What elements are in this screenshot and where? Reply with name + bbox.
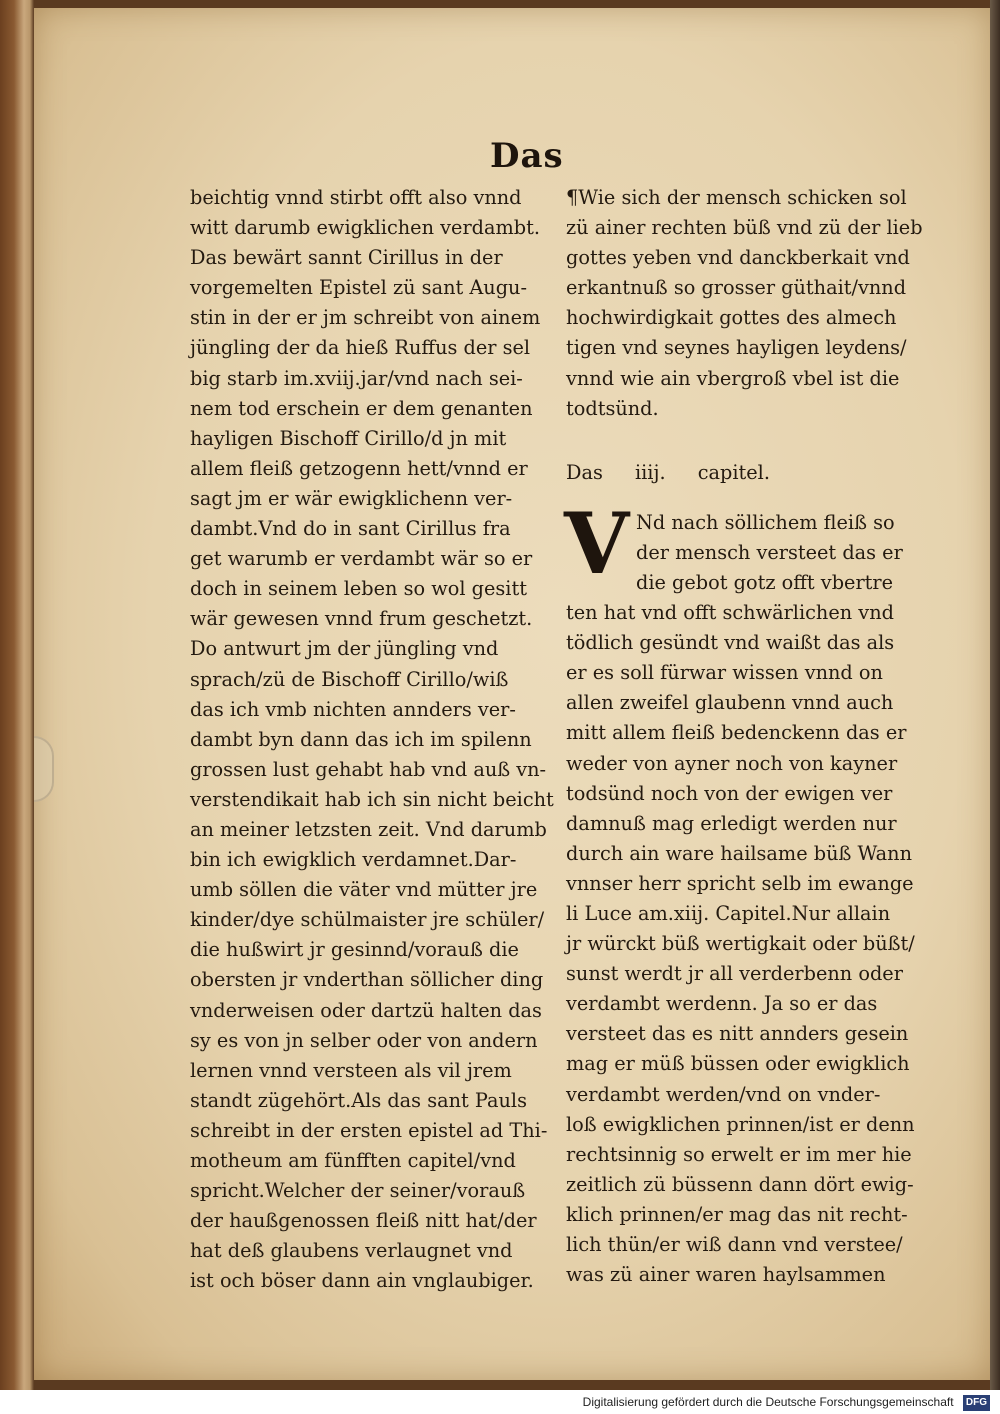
text-line: die hußwirt jr gesinnd/vorauß die	[190, 938, 519, 962]
rubric-line: ¶Wie sich der mensch schicken sol	[566, 186, 907, 209]
text-line: get warumb er verdambt wär so er	[190, 547, 533, 571]
text-line: ten hat vnd offt schwärlichen vnd	[566, 601, 894, 625]
text-line: li Luce am.xiij. Capitel.Nur allain	[566, 901, 891, 925]
rubric-line: vnnd wie ain vbergroß vbel ist die	[566, 366, 900, 390]
text-line: rechtsinnig so erwelt er im mer hie	[566, 1142, 912, 1166]
text-line: mag er müß büssen oder ewigklich	[566, 1052, 910, 1076]
decorated-initial: V	[564, 493, 630, 593]
rubric-line: hochwirdigkait gottes des almech	[566, 306, 897, 330]
text-line: dambt.Vnd do in sant Cirillus fra	[190, 517, 511, 541]
text-line: weder von ayner noch von kayner	[566, 751, 898, 775]
text-line: was zü ainer waren haylsammen	[566, 1263, 886, 1287]
text-line: verstendikait hab ich sin nicht beicht	[190, 787, 554, 811]
scan-right-edge	[990, 0, 1000, 1390]
rubric-line: tigen vnd seynes hayligen leydens/	[566, 336, 907, 360]
text-line: tödlich gesündt vnd waißt das als	[566, 631, 895, 655]
text-line: zeitlich zü büssenn dann dört ewig-	[566, 1172, 914, 1196]
chapter-heading: Das iiij. capitel.	[566, 460, 770, 484]
rubric-block	[566, 183, 923, 424]
footer-bar	[0, 1390, 1000, 1414]
rubric-line: gottes yeben vnd danckberkait vnd	[566, 246, 910, 270]
text-line: todsünd noch von der ewigen ver	[566, 781, 893, 805]
text-line: das ich vmb nichten annders ver-	[190, 697, 516, 721]
text-line: ist och böser dann ain vnglaubiger.	[190, 1269, 534, 1293]
left-text-column	[190, 183, 554, 1296]
text-line: allem fleiß getzogenn hett/vnnd er	[190, 456, 528, 480]
text-line: damnuß mag erledigt werden nur	[566, 811, 897, 835]
text-line: motheum am fünfften capitel/vnd	[190, 1149, 516, 1172]
text-line: umb söllen die väter vnd mütter jre	[190, 878, 538, 902]
text-line: er es soll fürwar wissen vnnd on	[566, 661, 883, 685]
text-line: lernen vnnd versteen als vil jrem	[190, 1058, 512, 1082]
text-line: kinder/dye schülmaister jre schüler/	[190, 908, 545, 932]
text-line: durch ain ware hailsame büß Wann	[566, 841, 912, 865]
text-line: klich prinnen/er mag das nit recht-	[566, 1202, 908, 1226]
text-line: verdambt werden/vnd on vnder-	[566, 1082, 881, 1106]
text-line: witt darumb ewigklichen verdambt.	[190, 216, 540, 240]
text-line: bin ich ewigklich verdamnet.Dar-	[190, 848, 517, 872]
text-line: hat deß glaubens verlaugnet vnd	[190, 1239, 513, 1263]
text-line: versteet das es nitt annders gesein	[566, 1022, 909, 1046]
text-line: Das bewärt sannt Cirillus in der	[190, 246, 503, 270]
indented-line: Nd nach söllichem fleiß so	[636, 510, 895, 534]
text-line: loß ewigklichen prinnen/ist er denn	[566, 1112, 915, 1136]
text-line: jr würckt büß wertigkait oder büßt/	[566, 932, 915, 956]
text-line: jüngling der da hieß Ruffus der sel	[190, 336, 531, 360]
page-header: Das	[490, 136, 564, 176]
text-line: dambt byn dann das ich im spilenn	[190, 727, 532, 751]
indented-line: die gebot gotz offt vbertre	[636, 570, 894, 594]
text-line: verdambt werdenn. Ja so er das	[566, 992, 878, 1016]
text-line: sy es von jn selber oder von andern	[190, 1028, 538, 1052]
right-text-column	[564, 183, 923, 1290]
text-line: beichtig vnnd stirbt offt also vnnd	[190, 186, 522, 209]
indented-line: der mensch versteet das er	[636, 540, 903, 564]
text-line: sagt jm er wär ewigklichenn ver-	[190, 486, 513, 510]
text-line: der haußgenossen fleiß nitt hat/der	[190, 1209, 537, 1233]
rubric-line: erkantnuß so grosser güthait/vnnd	[566, 276, 907, 300]
text-line: schreibt in der ersten epistel ad Thi-	[190, 1118, 548, 1142]
text-line: an meiner letzsten zeit. Vnd darumb	[190, 817, 547, 841]
initial-block	[564, 493, 916, 598]
body-lines	[566, 598, 916, 1290]
rubric-line: zü ainer rechten büß vnd zü der lieb	[566, 216, 923, 240]
text-line: spricht.Welcher der seiner/vorauß	[190, 1179, 526, 1203]
text-line: wär gewesen vnnd frum geschetzt.	[190, 607, 533, 631]
text-line: obersten jr vnderthan söllicher ding	[190, 968, 544, 992]
text-line: lich thün/er wiß dann vnd verstee/	[566, 1233, 903, 1256]
footer-text: Digitalisierung gefördert durch die Deutsche Forschungsgemeinschaft	[582, 1395, 954, 1409]
page-clip	[34, 736, 54, 802]
rubric-line: todtsünd.	[566, 396, 659, 420]
text-line: sunst werdt jr all verderbenn oder	[566, 962, 903, 986]
text-line: big starb im.xviij.jar/vnd nach sei-	[190, 366, 523, 390]
text-line: stin in der er jm schreibt von ainem	[190, 306, 541, 330]
dfg-logo: DFG	[963, 1395, 990, 1411]
text-line: vorgemelten Epistel zü sant Augu-	[190, 276, 527, 300]
text-line: vnnser herr spricht selb im ewange	[566, 871, 914, 895]
text-line: standt zügehört.Als das sant Pauls	[190, 1088, 527, 1112]
text-line: sprach/zü de Bischoff Cirillo/wiß	[190, 667, 509, 691]
text-line: Do antwurt jm der jüngling vnd	[190, 637, 499, 661]
text-line: grossen lust gehabt hab vnd auß vn-	[190, 757, 547, 781]
text-line: nem tod erschein er dem genanten	[190, 396, 533, 420]
text-line: doch in seinem leben so wol gesitt	[190, 577, 527, 601]
text-line: vnderweisen oder dartzü halten das	[190, 998, 542, 1022]
text-line: mitt allem fleiß bedenckenn das er	[566, 721, 907, 745]
text-line: hayligen Bischoff Cirillo/d jn mit	[190, 426, 507, 450]
text-line: allen zweifel glaubenn vnnd auch	[566, 691, 894, 715]
